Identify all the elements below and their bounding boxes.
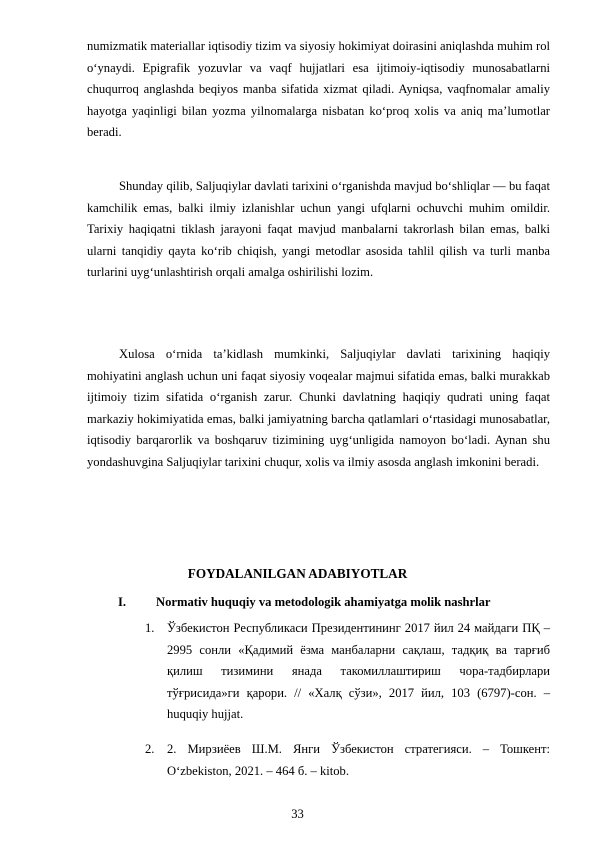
reference-text: 2. Мирзиёев Ш.М. Янги Ўзбекистон стратегияси. – Тошкент: O‘zbekiston, 2021. – 464 б. – kitob.	[167, 742, 550, 778]
section-number: I.	[118, 595, 127, 609]
references-section-heading	[118, 595, 490, 610]
paragraph-2: Shunday qilib, Saljuqiylar davlati tarixini o‘rganishda mavjud bo‘shliqlar — bu faqat kamchilik emas, balki ilmiy izlanishlar uchun yangi ufqlarni ochuvchi muhim omildir. Tarixiy haqiqatni tiklash jarayoni faqat mavjud manbalarni takrorlash bilan emas, balki ularni tanqidiy qayta ko‘rib chiqish, yangi metodlar asosida tahlil qilish va turli manba turlarini uyg‘unlashtirish orqali amalga oshirilishi lozim.	[87, 179, 550, 280]
paragraph-3: Xulosa o‘rnida ta’kidlash mumkinki, Saljuqiylar davlati tarixining haqiqiy mohiyatini anglash uchun uni faqat siyosiy voqealar majmui sifatida emas, balki murakkab ijtimoiy tizim sifatida o‘rganish zarur. Chunki davlatning haqiqiy qudrati uning faqat markaziy hokimiyatida emas, balki jamiyatning barcha qatlamlari o‘rtasidagi munosabatlar, iqtisodiy barqarorlik va boshqaruv tizimining uyg‘unligida namoyon bo‘ladi. Aynan shu yondashuvgina Saljuqiylar tarixini chuqur, xolis va ilmiy asosda anglash imkonini beradi.	[87, 347, 550, 469]
reference-number: 1.	[145, 621, 155, 635]
section-title: Normativ huquqiy va metodologik ahamiyatga molik nashrlar	[156, 595, 491, 609]
reference-number: 2.	[145, 742, 155, 756]
reference-list-item	[145, 739, 550, 782]
page-number: 33	[291, 807, 304, 821]
paragraph-1: numizmatik materiallar iqtisodiy tizim va siyosiy hokimiyat doirasini aniqlashda muhim rol o‘ynaydi. Epigrafik yozuvlar va vaqf hujjatlari esa ijtimoiy-iqtisodiy munosabatlarni chuqurroq anglashda beqiyos manba sifatida xizmat qiladi. Ayniqsa, vaqfnomalar amaliy hayotga yaqinligi bilan yozma yilnomalarga nisbatan ko‘proq xolis va aniq ma’lumotlar beradi.	[87, 39, 550, 140]
reference-text: Ўзбекистон Республикаси Президентининг 2017 йил 24 майдаги ПҚ – 2995 сонли «Қадимий ёзма манбаларни сақлаш, тадқиқ ва тарғиб қилиш тизимини янада такомиллаштириш чора-тадбирлари тўғрисида»ги қарори. // «Халқ сўзи», 2017 йил, 103 (6797)-сон. – huquqiy hujjat.	[167, 621, 550, 722]
reference-list-item	[145, 618, 550, 726]
references-heading: FOYDALANILGAN ADABIYOTLAR	[187, 566, 408, 581]
